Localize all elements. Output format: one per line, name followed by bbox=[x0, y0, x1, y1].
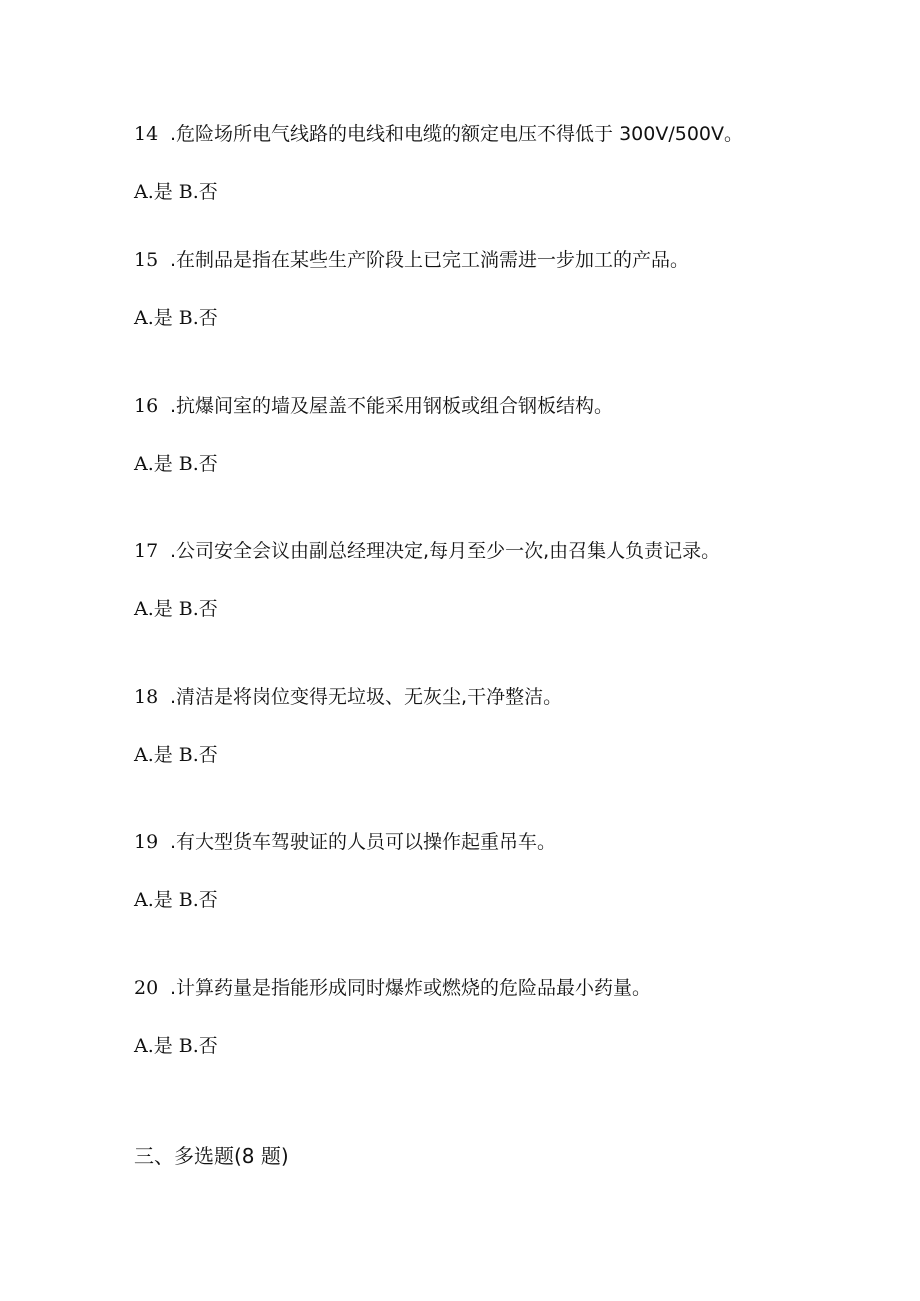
question-15 bbox=[134, 248, 689, 272]
question-number: 15 bbox=[134, 249, 159, 271]
question-text: .在制品是指在某些生产阶段上已完工淌需进一步加工的产品。 bbox=[170, 249, 690, 271]
question-17-options: A.是 B.否 bbox=[134, 598, 218, 620]
question-text: .清洁是将岗位变得无垃圾、无灰尘,干净整洁。 bbox=[170, 686, 563, 708]
question-16 bbox=[134, 394, 613, 418]
question-14-options: A.是 B.否 bbox=[134, 181, 218, 203]
question-19 bbox=[134, 830, 556, 854]
question-number: 18 bbox=[134, 686, 159, 708]
question-15-options: A.是 B.否 bbox=[134, 307, 218, 329]
question-17 bbox=[134, 539, 720, 563]
question-20-options: A.是 B.否 bbox=[134, 1035, 218, 1057]
question-text: .抗爆间室的墙及屋盖不能采用钢板或组合钢板结构。 bbox=[170, 395, 614, 417]
question-number: 20 bbox=[134, 977, 159, 999]
question-text: .有大型货车驾驶证的人员可以操作起重吊车。 bbox=[170, 831, 557, 853]
question-18-options: A.是 B.否 bbox=[134, 744, 218, 766]
question-number: 17 bbox=[134, 540, 159, 562]
question-18 bbox=[134, 685, 562, 709]
question-text: .计算药量是指能形成同时爆炸或燃烧的危险品最小药量。 bbox=[170, 977, 652, 999]
section-heading: 三、多选题(8 题) bbox=[134, 1144, 289, 1168]
question-number: 16 bbox=[134, 395, 159, 417]
question-16-options: A.是 B.否 bbox=[134, 453, 218, 475]
question-number: 14 bbox=[134, 123, 159, 145]
question-20 bbox=[134, 976, 651, 1000]
question-text: .公司安全会议由副总经理决定,每月至少一次,由召集人负责记录。 bbox=[170, 540, 721, 562]
question-text: .危险场所电气线路的电线和电缆的额定电压不得低于 300V/500V。 bbox=[170, 123, 744, 145]
question-number: 19 bbox=[134, 831, 159, 853]
question-19-options: A.是 B.否 bbox=[134, 889, 218, 911]
question-14 bbox=[134, 122, 743, 146]
